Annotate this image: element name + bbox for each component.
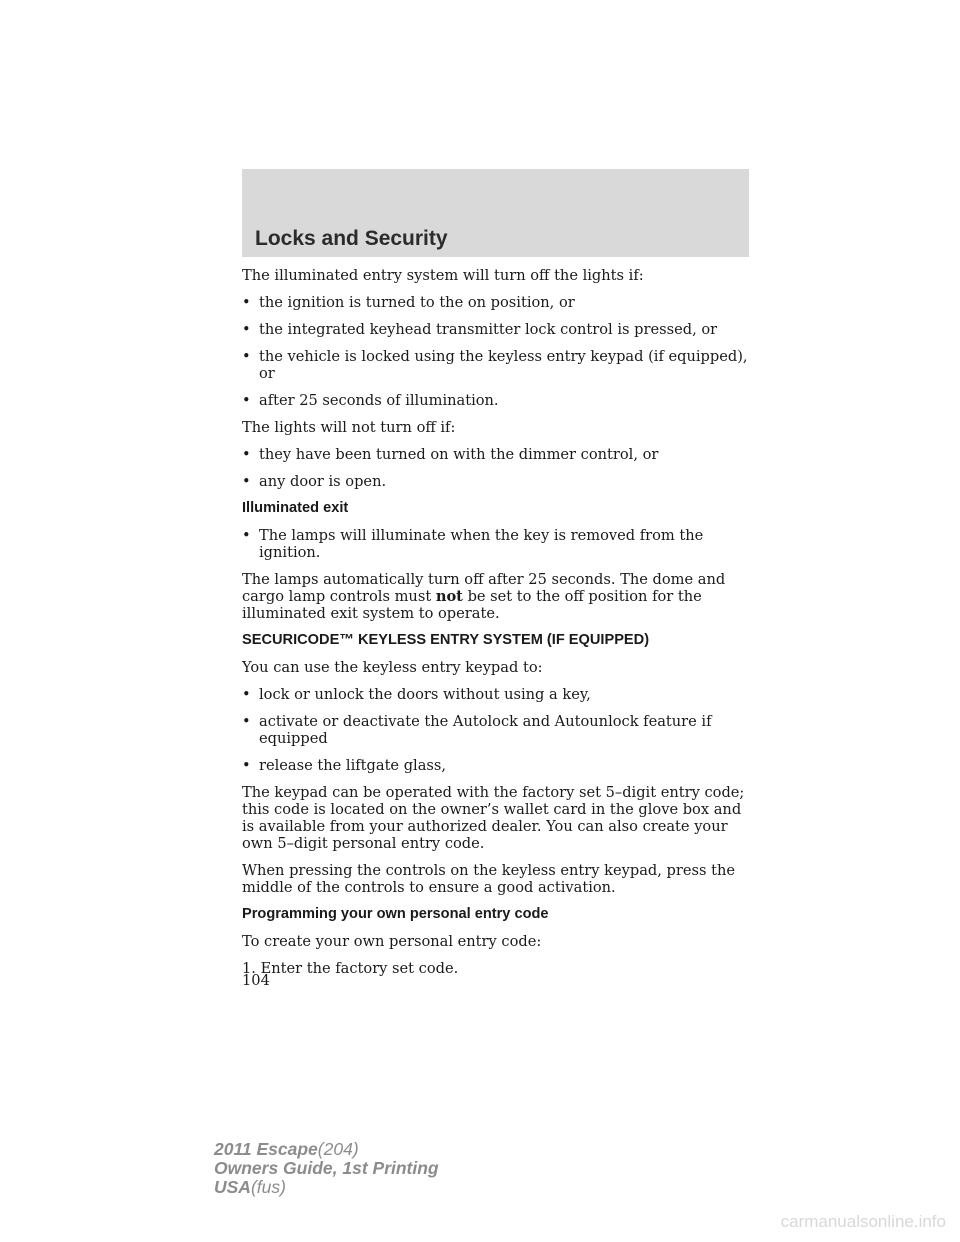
page-content: [242, 267, 752, 987]
bullet-list: [242, 446, 752, 490]
subheading-programming: Programming your own personal entry code: [242, 906, 549, 922]
paragraph: To create your own personal entry code:: [242, 933, 542, 950]
bullet-icon: •: [242, 446, 251, 463]
paragraph: The lights will not turn off if:: [242, 419, 456, 436]
section-title: Locks and Security: [255, 227, 448, 250]
footer-line: 2011 Escape(204): [214, 1139, 359, 1159]
list-item: • lock or unlock the doors without using a key,: [242, 686, 591, 703]
subheading-securicode: SECURICODE™ KEYLESS ENTRY SYSTEM (IF EQUIPPED): [242, 632, 650, 648]
list-item: • the integrated keyhead transmitter lock control is pressed, or: [242, 321, 718, 338]
paragraph: The keypad can be operated with the factory set 5–digit entry code; this code is located on the owner’s wallet card in the glove box and is available from your authorized dealer. You can also create your own 5–digit personal entry code.: [242, 784, 745, 852]
bullet-icon: •: [242, 348, 251, 365]
paragraph: You can use the keyless entry keypad to:: [242, 659, 543, 676]
bullet-list: [242, 294, 752, 409]
bullet-icon: •: [242, 321, 251, 338]
print-footer: [214, 1140, 439, 1197]
bullet-icon: •: [242, 294, 251, 311]
footer-line: Owners Guide, 1st Printing: [214, 1158, 439, 1178]
emphasis-not: not: [435, 588, 463, 605]
list-item: • after 25 seconds of illumination.: [242, 392, 499, 409]
footer-line: USA(fus): [214, 1177, 286, 1197]
watermark: carmanualsonline.info: [780, 1212, 946, 1231]
list-item: • they have been turned on with the dimmer control, or: [242, 446, 659, 463]
list-item: • activate or deactivate the Autolock and Autounlock feature if equipped: [242, 713, 712, 747]
bullet-icon: •: [242, 527, 251, 544]
bullet-list: [242, 527, 752, 561]
list-item: • the ignition is turned to the on position, or: [242, 294, 575, 311]
paragraph: When pressing the controls on the keyless entry keypad, press the middle of the controls to ensure a good activation.: [242, 862, 736, 896]
list-item: • release the liftgate glass,: [242, 757, 447, 774]
paragraph: The illuminated entry system will turn off the lights if:: [242, 267, 644, 284]
bullet-icon: •: [242, 757, 251, 774]
bullet-icon: •: [242, 392, 251, 409]
page-number: 104: [242, 972, 270, 989]
list-item: • The lamps will illuminate when the key is removed from the ignition.: [242, 527, 704, 561]
bullet-icon: •: [242, 713, 251, 730]
bullet-list: [242, 686, 752, 774]
list-item: • the vehicle is locked using the keyless entry keypad (if equipped), or: [242, 348, 748, 382]
paragraph: The lamps automatically turn off after 25 seconds. The dome and cargo lamp controls must not be set to the off position for the illuminated exit system to operate.: [242, 571, 726, 622]
list-item: • any door is open.: [242, 473, 387, 490]
bullet-icon: •: [242, 473, 251, 490]
bullet-icon: •: [242, 686, 251, 703]
subheading-illuminated-exit: Illuminated exit: [242, 500, 349, 516]
paragraph: 1. Enter the factory set code.: [242, 960, 459, 977]
